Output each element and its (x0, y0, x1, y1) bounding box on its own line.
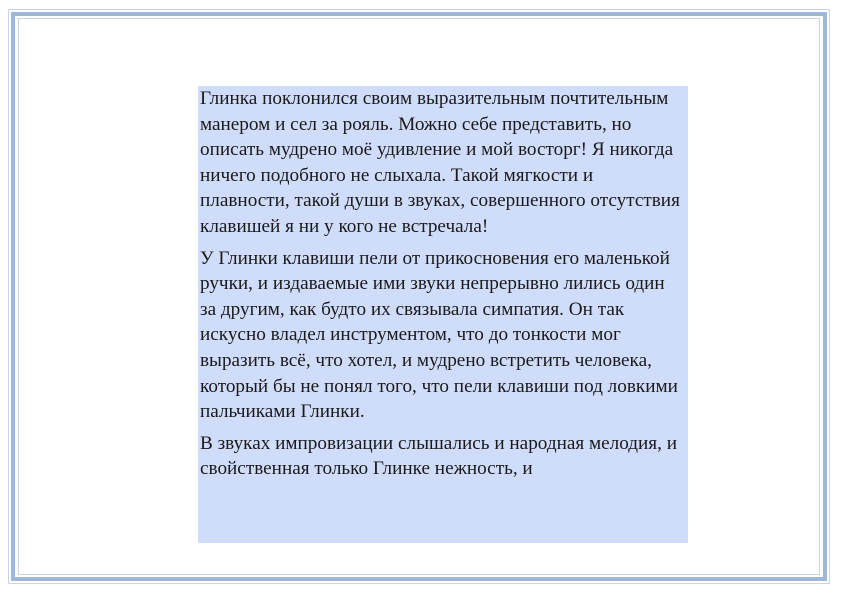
paragraph-1: Глинка поклонился своим выразительным почтительным манером и сел за рояль. Можно себе представить, но описать мудрено моё удивление и мой восторг! Я никогда ничего подобного не слыхала. Такой мягкости и плавности, такой души в звуках, совершенного отсутствия клавишей я ни у кого не встречала! (200, 88, 680, 237)
highlighted-text-block[interactable] (198, 86, 688, 543)
paragraph-2: У Глинки клавиши пели от прикосновения его маленькой ручки, и издаваемые ими звуки непрерывно лились один за другим, как будто их связывала симпатия. Он так искусно владел инструментом, что до тонкости мог выразить всё, что хотел, и мудрено встретить человека, который бы не понял того, что пели клавиши под ловкими пальчиками Глинки. (200, 247, 678, 423)
paragraph-3: В звуках импровизации слышались и народная мелодия, и свойственная только Глинке нежность, и (200, 432, 677, 480)
